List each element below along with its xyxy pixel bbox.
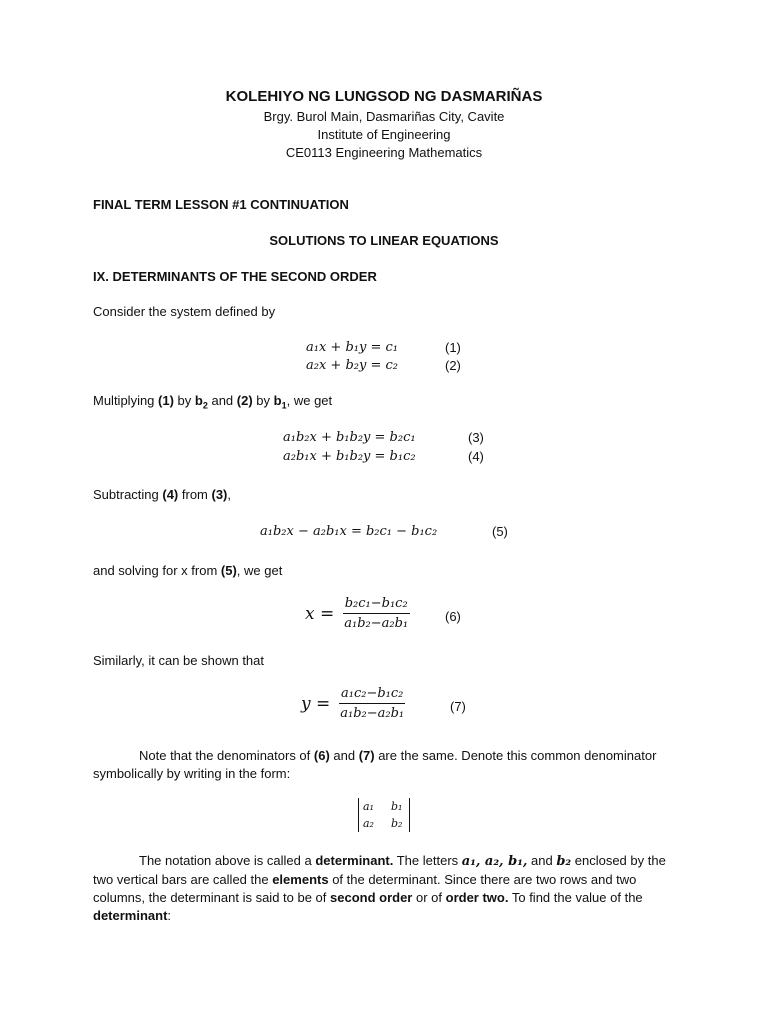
determinant-b2: b₂ bbox=[391, 817, 403, 830]
equation-4-number: (4) bbox=[468, 449, 484, 464]
equation-6-numerator: b₂c₁−b₁c₂ bbox=[343, 596, 410, 614]
determinant-a1: a₁ bbox=[363, 800, 374, 813]
determinant-a2: a₂ bbox=[363, 817, 374, 830]
equation-6-fraction bbox=[342, 596, 410, 631]
equation-4: a₂b₁x + b₁b₂y = b₁c₂ bbox=[283, 449, 416, 464]
section-title: SOLUTIONS TO LINEAR EQUATIONS bbox=[269, 233, 499, 248]
notation-paragraph: The notation above is called a determinant. The letters a₁, a₂, b₁, and b₂ enclosed by the two vertical bars are called the elements of the determinant. Since there are two rows and two columns, the determinant is said to be of second order or of order two. To find the value of the determinant: bbox=[93, 853, 666, 923]
equation-7-denominator: a₁b₂−a₂b₁ bbox=[340, 706, 405, 721]
equation-5: a₁b₂x − a₂b₁x = b₂c₁ − b₁c₂ bbox=[260, 524, 438, 539]
equation-1: a₁x + b₁y = c₁ bbox=[306, 340, 398, 355]
course-name: CE0113 Engineering Mathematics bbox=[285, 145, 483, 160]
equation-7 bbox=[301, 686, 406, 721]
equation-2-number: (2) bbox=[445, 358, 461, 373]
equation-2: a₂x + b₂y = c₂ bbox=[306, 358, 398, 373]
note-paragraph: Note that the denominators of (6) and (7) are the same. Denote this common denominator symbolically by writing in the form: bbox=[93, 748, 657, 781]
equation-6 bbox=[305, 596, 410, 631]
equation-7-fraction bbox=[338, 686, 406, 721]
subtracting-text: Subtracting (4) from (3), bbox=[93, 487, 232, 502]
college-name: KOLEHIYO NG LUNGSOD NG DASMARIÑAS bbox=[225, 88, 543, 105]
equation-1-number: (1) bbox=[445, 340, 461, 355]
similarly-text: Similarly, it can be shown that bbox=[93, 653, 264, 668]
equation-6-lhs: x = bbox=[305, 603, 335, 624]
equation-7-number: (7) bbox=[450, 699, 466, 714]
equation-7-lhs: y = bbox=[301, 693, 331, 714]
equation-6-denominator: a₁b₂−a₂b₁ bbox=[344, 616, 409, 631]
equation-6-number: (6) bbox=[445, 609, 461, 624]
multiplying-text: Multiplying (1) by $b_2$ and (2) by $b_1$, we get bbox=[93, 393, 333, 411]
college-address: Brgy. Burol Main, Dasmariñas City, Cavite bbox=[263, 109, 505, 124]
equation-5-number: (5) bbox=[492, 524, 508, 539]
lesson-title: FINAL TERM LESSON #1 CONTINUATION bbox=[93, 197, 349, 212]
equation-3-number: (3) bbox=[468, 430, 484, 445]
consider-text: Consider the system defined by bbox=[93, 304, 276, 319]
equation-3: a₁b₂x + b₁b₂y = b₂c₁ bbox=[283, 430, 416, 445]
equation-7-numerator: a₁c₂−b₁c₂ bbox=[339, 686, 405, 704]
solving-text: and solving for x from (5), we get bbox=[93, 563, 283, 578]
determinant-b1: b₁ bbox=[391, 800, 403, 813]
subsection-title: IX. DETERMINANTS OF THE SECOND ORDER bbox=[93, 269, 377, 284]
determinant-matrix bbox=[358, 798, 410, 832]
institute-name: Institute of Engineering bbox=[317, 127, 451, 142]
